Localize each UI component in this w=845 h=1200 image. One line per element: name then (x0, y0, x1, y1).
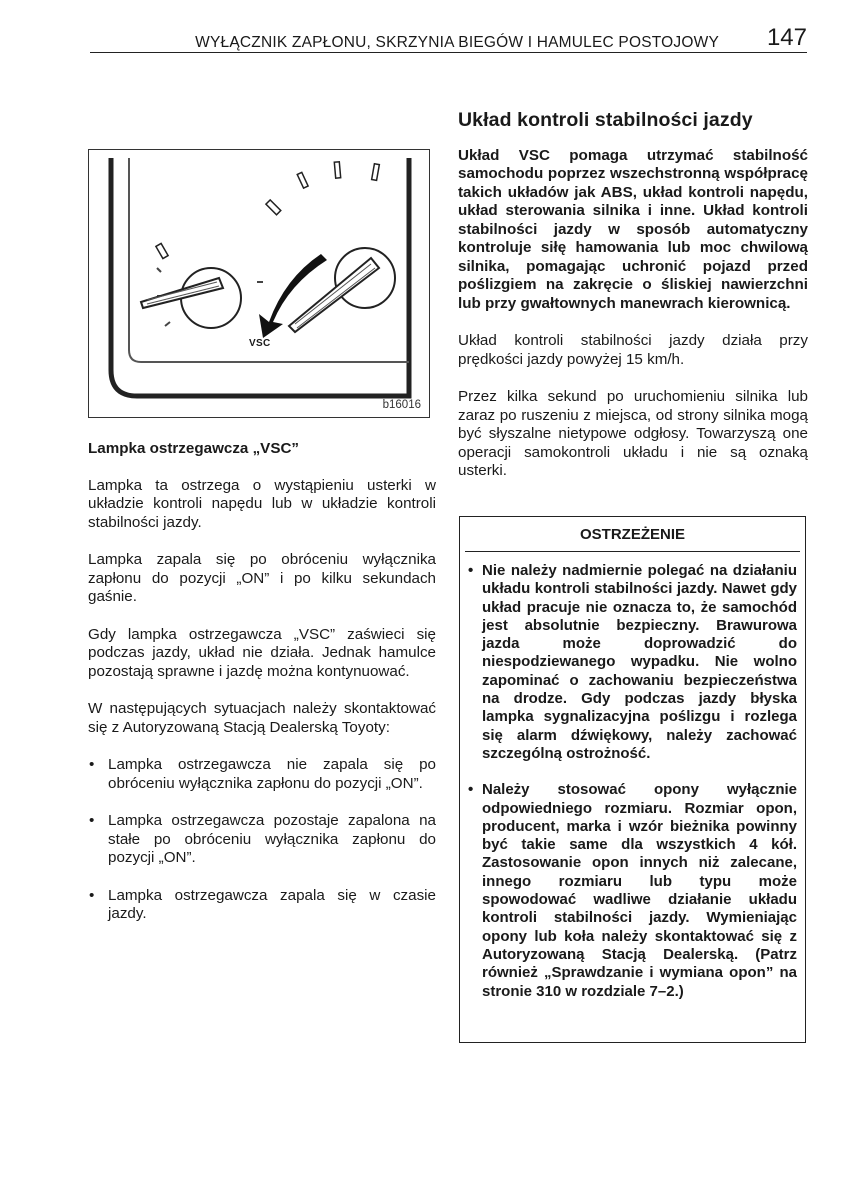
paragraph: Przez kilka sekund po uruchomieniu silnika lub zaraz po ruszeniu z miejsca, od strony silnika mogą być słyszalne nietypowe odgłosy. Towarzyszą one operacji samokontroli układu i nie są oznaką usterki. (458, 388, 808, 479)
paragraph: Gdy lampka ostrzegawcza „VSC” zaświeci się podczas jazdy, układ nie działa. Jednak hamulce pozostają sprawne i jazdę można kontynuować. (88, 625, 436, 680)
dealer-contact-list (88, 756, 436, 924)
instrument-cluster-figure (88, 149, 430, 418)
paragraph: W następujących sytuacjach należy skontaktować się z Autoryzowaną Stacją Dealerską Toyoty: (88, 700, 436, 736)
left-column (88, 440, 436, 943)
list-item: • Lampka ostrzegawcza pozostaje zapalona na stałe po obróceniu wyłącznika zapłonu do pozycji „ON”. (88, 812, 436, 868)
warning-list (460, 552, 805, 1001)
paragraph: Układ kontroli stabilności jazdy działa przy prędkości jazdy powyżej 15 km/h. (458, 332, 808, 368)
list-item: • Lampka ostrzegawcza nie zapala się po obróceniu wyłącznika zapłonu do pozycji „ON”. (88, 756, 436, 793)
paragraph: Lampka zapala się po obróceniu wyłącznika zapłonu do pozycji „ON” i po kilku sekundach gaśnie. (88, 551, 436, 605)
intro-paragraph: Układ VSC pomaga utrzymać stabilność samochodu poprzez wszechstronną współpracę takich układów jak ABS, układ kontroli napędu, układ sterowania silnika i inne. Układ kontroli stabilności jazdy w sposób automatyczny kontroluje siłę hamowania lub moc chwilową silnika, pomagając uchronić pojazd przed poślizgiem na zakręcie o śliskiej nawierzchni lub przy gwałtownych manewrach kierownicą. (458, 146, 808, 312)
warning-item: • Nie należy nadmiernie polegać na działaniu układu kontroli stabilności jazdy. Nawet gdy układ pracuje nie oznacza to, że samochód jest absolutnie bezpieczny. Brawurowa jazda może doprowadzić do niespodziewanego wypadku. Nie wolno zapominać o zachowaniu bezpieczeństwa na drodze. Gdy podczas jazdy błyska lampka sygnalizacyjna poślizgu i rozlega się alarm dźwiękowy, należy zachować szczególną ostrożność. (468, 562, 797, 763)
warning-title: OSTRZEŻENIE (465, 517, 800, 552)
list-item: • Lampka ostrzegawcza zapala się w czasie jazdy. (88, 887, 436, 924)
vsc-indicator-label: VSC (249, 338, 271, 349)
page-number: 147 (766, 24, 807, 51)
warning-item: • Należy stosować opony wyłącznie odpowiedniego rozmiaru. Rozmiar opon, producent, marka i wzór bieżnika powinny być takie same dla wszystkich 4 kół. Zastosowanie opon innych niż zalecane, innego rozmiaru lub typu może spowodować wadliwe działanie układu kontroli stabilności jazdy. Wymieniając opony lub koła należy skontaktować się z Autoryzowaną Stacją Dealerską. (Patrz również „Sprawdzanie i wymiana opon” na stronie 310 w rozdziale 7–2.) (468, 781, 797, 1001)
page-header (90, 22, 807, 53)
instrument-cluster-illustration (89, 150, 429, 417)
paragraph: Lampka ta ostrzega o wystąpieniu usterki w układzie kontroli napędu lub w układzie kontroli stabilności jazdy. (88, 476, 436, 531)
right-column (458, 111, 808, 500)
warning-box (459, 516, 806, 1043)
figure-code: b16016 (382, 399, 421, 411)
section-heading: Układ kontroli stabilności jazdy (458, 109, 753, 131)
vsc-warning-lamp-heading: Lampka ostrzegawcza „VSC” (88, 440, 300, 457)
chapter-title: WYŁĄCZNIK ZAPŁONU, SKRZYNIA BIEGÓW I HAMULEC POSTOJOWY (195, 34, 719, 51)
